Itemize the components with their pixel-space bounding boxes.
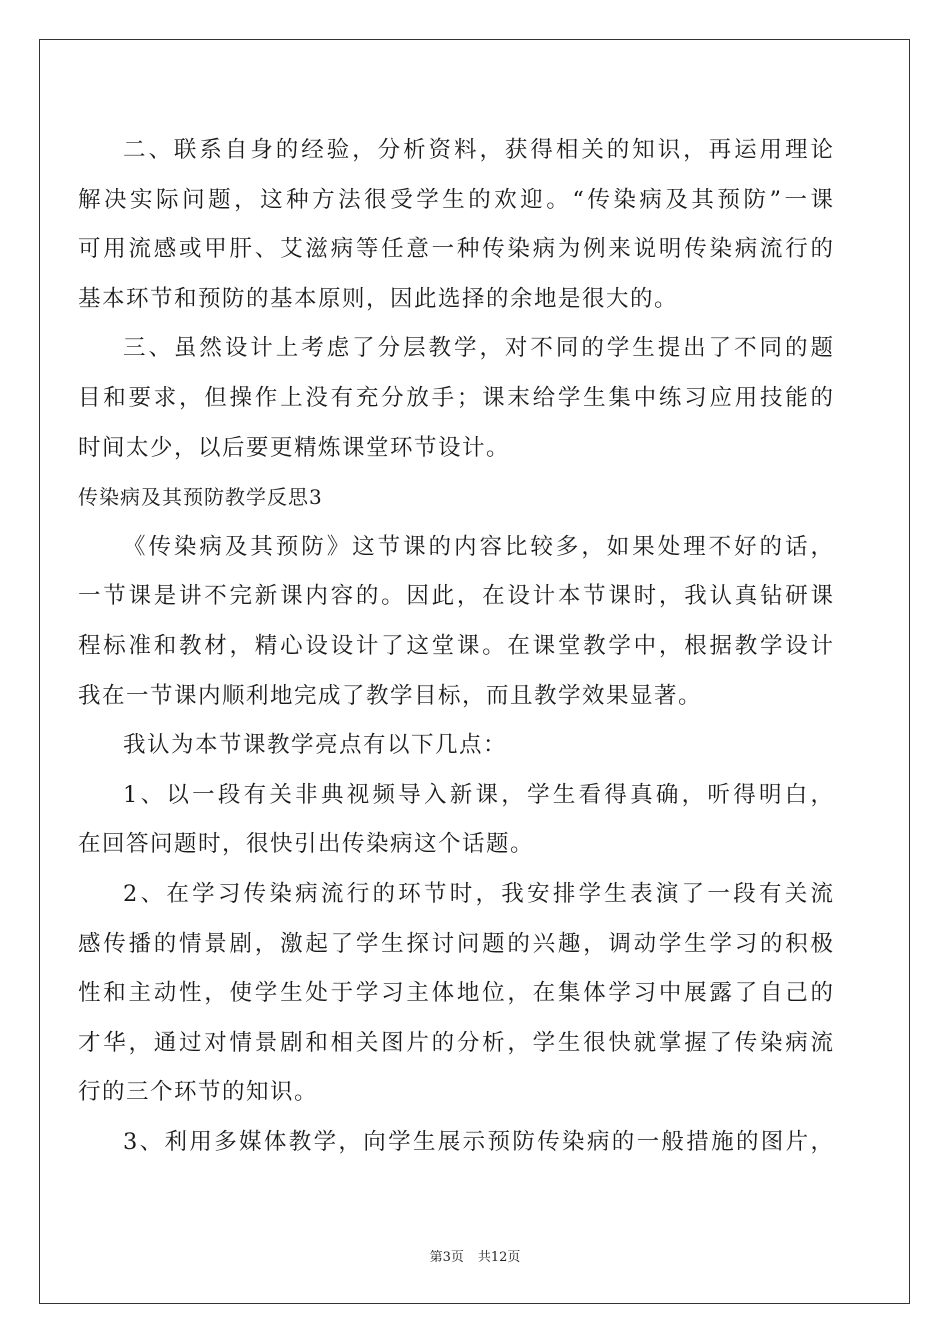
page-footer bbox=[0, 1246, 950, 1265]
text-line: 目和要求，但操作上没有充分放手；课末给学生集中练习应用技能的 bbox=[78, 384, 833, 411]
text-line: 性和主动性，使学生处于学习主体地位，在集体学习中展露了自己的 bbox=[78, 980, 833, 1007]
text-line: 我认为本节课教学亮点有以下几点： bbox=[123, 732, 508, 759]
text-line: 才华，通过对情景剧和相关图片的分析，学生很快就掌握了传染病流 bbox=[78, 1029, 833, 1056]
text-line: 一节课是讲不完新课内容的。因此，在设计本节课时，我认真钻研课 bbox=[78, 583, 833, 610]
section-heading: 传染病及其预防教学反思3 bbox=[78, 485, 323, 510]
text-line: 解决实际问题，这种方法很受学生的欢迎。“传染病及其预防”一课 bbox=[78, 186, 833, 213]
text-line: 我在一节课内顺利地完成了教学目标，而且教学效果显著。 bbox=[78, 682, 703, 709]
text-line: 程标准和教材，精心设设计了这堂课。在课堂教学中，根据教学设计 bbox=[78, 632, 833, 659]
text-line: 三、虽然设计上考虑了分层教学，对不同的学生提出了不同的题 bbox=[123, 335, 833, 362]
text-line: 二、联系自身的经验，分析资料，获得相关的知识，再运用理论 bbox=[123, 137, 833, 163]
text-line: 1、以一段有关非典视频导入新课，学生看得真确，听得明白， bbox=[123, 781, 833, 808]
text-line: 行的三个环节的知识。 bbox=[78, 1079, 319, 1106]
page-total: 共12页 bbox=[477, 1250, 521, 1265]
text-line: 感传播的情景剧，激起了学生探讨问题的兴趣，调动学生学习的积极 bbox=[78, 930, 833, 957]
page-number: 第3页 bbox=[429, 1250, 464, 1265]
text-line: 《传染病及其预防》这节课的内容比较多，如果处理不好的话， bbox=[123, 533, 833, 560]
document-body bbox=[78, 126, 833, 1167]
text-line: 时间太少，以后要更精炼课堂环节设计。 bbox=[78, 434, 511, 461]
text-line: 可用流感或甲肝、艾滋病等任意一种传染病为例来说明传染病流行的 bbox=[78, 236, 833, 263]
text-line: 基本环节和预防的基本原则，因此选择的余地是很大的。 bbox=[78, 285, 679, 312]
text-line: 在回答问题时，很快引出传染病这个话题。 bbox=[78, 831, 535, 858]
text-line: 3、利用多媒体教学，向学生展示预防传染病的一般措施的图片， bbox=[123, 1128, 833, 1155]
text-line: 2、在学习传染病流行的环节时，我安排学生表演了一段有关流 bbox=[123, 880, 833, 907]
